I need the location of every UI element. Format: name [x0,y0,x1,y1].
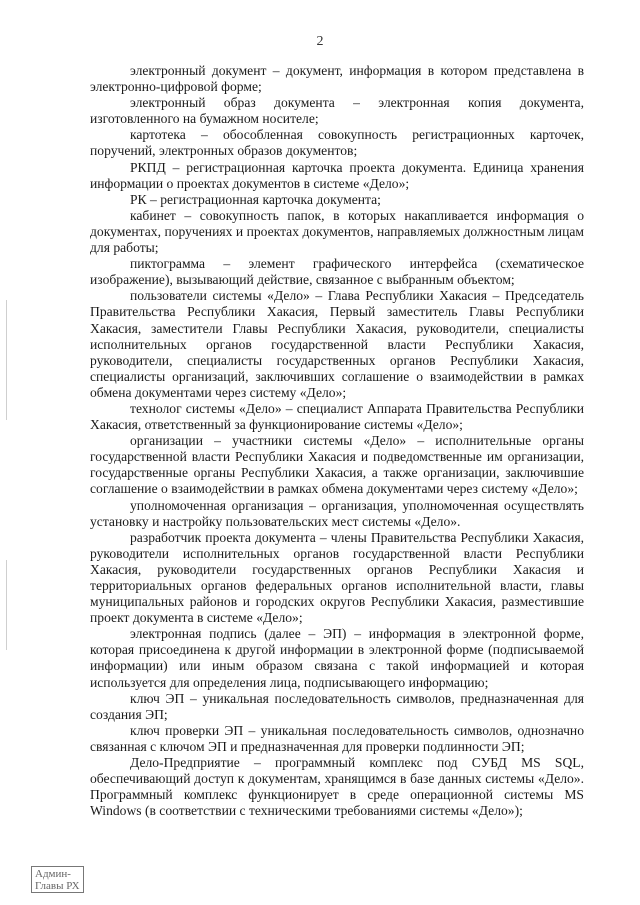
definition-paragraph: электронный документ – документ, информация в котором представлена в электронно-цифровой форме; [90,63,584,95]
definition-paragraph: кабинет – совокупность папок, в которых накапливается информация о документах, поручениях и проектах документов, направляемых должностным лицам для работы; [90,207,584,256]
stamp-line: Админ- [35,868,71,880]
document-body [90,63,584,819]
definition-paragraph: Дело-Предприятие – программный комплекс под СУБД MS SQL, обеспечивающий доступ к документам, хранящимся в базе данных системы «Дело». Программный комплекс функционирует в среде операционной системы MS Windows (в соответствии с техническими требованиями системы «Дело»); [90,755,584,819]
definition-paragraph: технолог системы «Дело» – специалист Аппарата Правительства Республики Хакасия, ответственный за функционирование системы «Дело»; [90,400,584,433]
definition-paragraph: электронная подпись (далее – ЭП) – информация в электронной форме, которая присоединена к другой информации в электронной форме (подписываемой информации) или иным образом связана с такой информацией и которая используется для определения лица, подписывающего информацию; [90,626,584,690]
definition-paragraph: организации – участники системы «Дело» – исполнительные органы государственной власти Республики Хакасия и подведомственные им организации, государственные органы Республики Хакасия, а также организации, заключившие соглашение о взаимодействии в рамках обмена документами через систему «Дело»; [90,433,584,497]
definition-paragraph: ключ ЭП – уникальная последовательность символов, предназначенная для создания ЭП; [90,690,584,722]
definition-paragraph: РК – регистрационная карточка документа; [130,191,381,207]
page-number: 2 [316,34,324,49]
definition-paragraph: уполномоченная организация – организация, уполномоченная осуществлять установку и настройку пользовательских мест системы «Дело». [90,497,584,529]
definition-paragraph: разработчик проекта документа – члены Правительства Республики Хакасия, руководители исполнительных органов государственной власти Республики Хакасия, руководители государственных органов Республики Хакасия и территориальных органов федеральных органов исполнительной власти, главы муниципальных районов и городских округов Республики Хакасия, разместившие проект документа в системе «Дело»; [90,529,584,626]
scan-edge-mark [6,560,7,650]
definition-paragraph: пиктограмма – элемент графического интерфейса (схематическое изображение), вызывающий действие, связанное с выбранным объектом; [90,256,584,288]
office-stamp [31,866,84,893]
definition-paragraph: картотека – обособленная совокупность регистрационных карточек, поручений, электронных образов документов; [90,127,584,159]
definition-paragraph: ключ проверки ЭП – уникальная последовательность символов, однозначно связанная с ключом ЭП и предназначенная для проверки подлинности ЭП; [90,722,584,754]
scan-edge-mark [6,300,7,420]
definition-paragraph: электронный образ документа – электронная копия документа, изготовленного на бумажном носителе; [90,95,584,127]
stamp-line: Главы РХ [35,880,80,892]
definition-paragraph: РКПД – регистрационная карточка проекта документа. Единица хранения информации о проектах документов в системе «Дело»; [90,159,584,191]
definition-paragraph: пользователи системы «Дело» – Глава Республики Хакасия – Председатель Правительства Республики Хакасия, Первый заместитель Главы Республики Хакасия, заместители Главы Республики Хакасия, руководители, специалисты исполнительных органов государственной власти Республики Хакасия, руководители, специалисты государственных органов Республики Хакасия, специалисты организаций, заключивших соглашение о взаимодействии в рамках обмена документами через систему «Дело»; [90,288,584,400]
